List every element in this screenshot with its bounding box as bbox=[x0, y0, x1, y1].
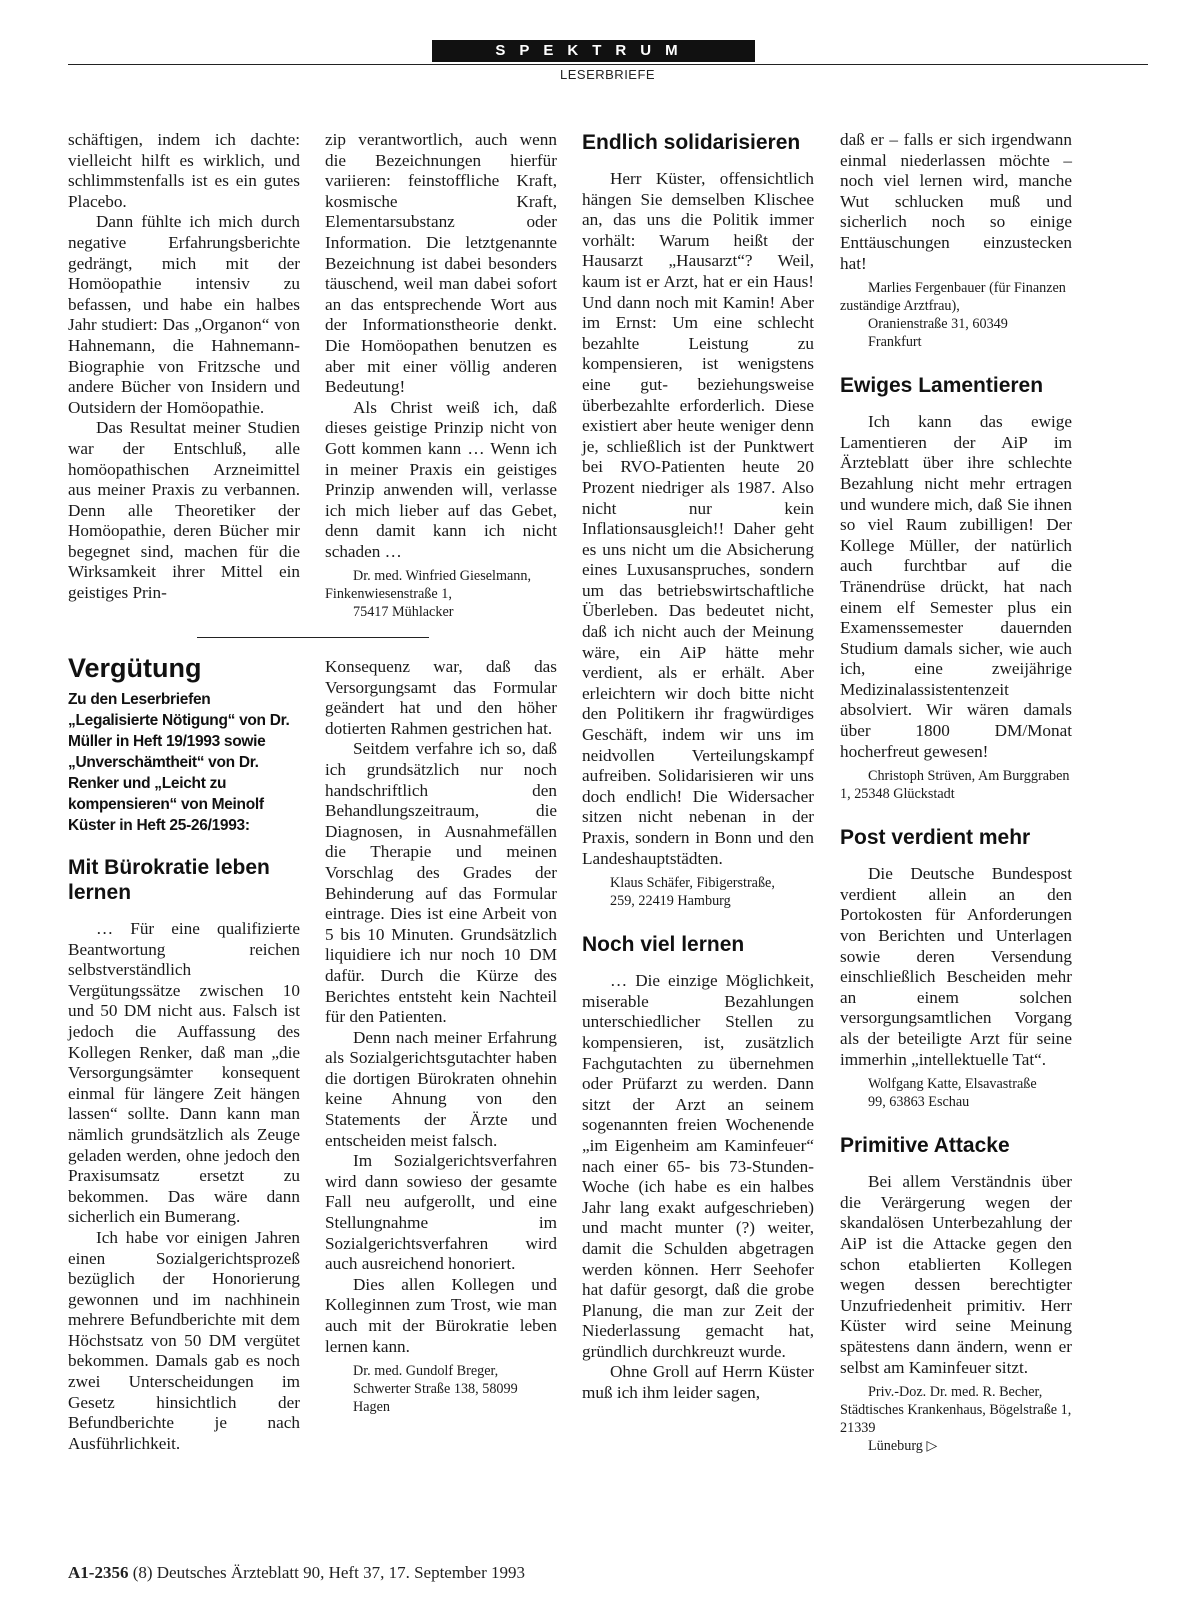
paragraph: Herr Küster, offensichtlich hängen Sie demselben Klischee an, das uns die Politik immer vorhält: Warum heißt der Hausarzt „Hausarzt“? Weil, kaum ist er Arzt, hat er ein Haus! Und dann noch mit Kamin! Aber im Ernst: Um eine schlecht bezahlte Leistung zu kompensieren, ist wenigstens eine gut- beziehungsweise überbezahlte erforderlich. Diese existiert aber heute weniger denn je, schließlich ist der Punktwert bei RVO-Patienten heute 20 Prozent niedriger als 1987. Also nicht nur kein Inflationsausgleich!! Daher geht es uns nicht um die Absicherung eines Luxusanspruches, sondern um das betriebswirtschaftliche Überleben. Das bedeutet nicht, daß ich nicht auch der Meinung wäre, ein AiP hätte mehr verdient, als er erhält. Aber erleichtern wir doch bitte nicht den Politikern ihr fragwürdiges Geschäft, indem wir uns im neidvollen Verteilungskampf aufreiben. Solidarisieren wir uns doch endlich! Die Widersacher sitzen nicht nebenan in der Praxis, sondern in Bonn und den Landeshauptstädten. bbox=[582, 169, 814, 868]
article-divider bbox=[197, 637, 429, 638]
paragraph: Seitdem verfahre ich so, daß ich grundsätzlich nur noch handschriftlich den Behandlungszeitraum, die Diagnosen, in Ausnahmefällen die Therapie und meinen Vorschlag des Grades der Behinderung auf das Formular eintrage. Dies ist eine Arbeit von 5 bis 10 Minuten. Grundsätzlich liquidiere ich nur noch 10 DM dafür. Durch die Kürze des Berichtes entsteht kein Nachteil für den Patienten. bbox=[325, 739, 557, 1027]
signature: Priv.-Doz. Dr. med. R. Becher, Städtisches Krankenhaus, Bögelstraße 1, 21339 Lüneburg ▷ bbox=[840, 1384, 1072, 1455]
paragraph: Im Sozialgerichtsverfahren wird dann sowieso der gesamte Fall neu aufgerollt, und eine Stellungnahme im Sozialgerichtsverfahren wird auch ausreichend honoriert. bbox=[325, 1151, 557, 1274]
column-1-bottom bbox=[68, 855, 300, 1454]
paragraph: zip verantwortlich, auch wenn die Bezeichnungen hierfür variieren: feinstoffliche Kraft, kosmische Kraft, Elementarsubstanz oder Information. Die letztgenannte Bezeichnung ist dabei besonders täuschend, weil man dabei sofort an das entsprechende Wort aus der Informationstheorie denkt. Die Homöopathen benutzen es aber mit einer völlig anderen Bedeutung! bbox=[325, 130, 557, 397]
section-banner: SPEKTRUM bbox=[432, 40, 755, 62]
signature: Klaus Schäfer, Fibigerstraße, 259, 22419 Hamburg bbox=[610, 875, 775, 910]
paragraph: daß er – falls er sich irgendwann einmal niederlassen möchte – noch viel lernen wird, manche Wut schlucken muß und sicherlich noch so einige Enttäuschungen einzustecken hat! bbox=[840, 130, 1072, 273]
paragraph: … Die einzige Möglichkeit, miserable Bezahlungen unterschiedlicher Stellen zu kompensieren, ist, zusätzlich Fachgutachten zu übernehmen oder Prüfarzt zu werden. Dann sitzt der Arzt an seinem sogenannten freien Wochenende „im Eigenheim am Kaminfeuer“ nach einer 65- bis 73-Stunden-Woche (ich habe es ein halbes Jahr lang exakt aufgeschrieben) und macht munter (?) weiter, damit die Schulden abgetragen werden können. Herr Seehofer hat dafür gesorgt, daß die grobe Planung, die man zur Zeit der Niederlassung gemacht hat, gründlich durchkreuzt wurde. bbox=[582, 971, 814, 1361]
signature: Christoph Strüven, Am Burggraben 1, 25348 Glückstadt bbox=[840, 768, 1070, 803]
paragraph: Ohne Groll auf Herrn Küster muß ich ihm leider sagen, bbox=[582, 1362, 814, 1403]
paragraph: Die Deutsche Bundespost verdient allein an den Portokosten für Anforderungen von Berichten und Unterlagen sowie deren Versendung einschließlich Bescheiden mehr an einem solchen versorgungsamtlichen Vorgang als der beteiligte Arzt für seine immerhin „intellektuelle Tat“. bbox=[840, 864, 1072, 1069]
paragraph: Ich kann das ewige Lamentieren der AiP im Ärzteblatt über ihre schlechte Bezahlung nicht mehr ertragen und wundere mich, daß Sie ihnen so viel Raum zubilligen! Der Kollege Müller, der natürlich auch furchtbar auf die Tränendrüse drückt, hat nach einem elf Semester plus ein Examenssemester dauernden Studium damals sicher, wie auch ich, eine zweijährige Medizinalassistentenzeit absolviert. Wir wären damals über 1800 DM/Monat hocherfreut gewesen! bbox=[840, 412, 1072, 761]
paragraph: Dies allen Kollegen und Kolleginnen zum Trost, wie man auch mit der Bürokratie leben lernen kann. bbox=[325, 1274, 557, 1356]
article-title: Post verdient mehr bbox=[840, 826, 1031, 850]
signature: Dr. med. Gundolf Breger, Schwerter Straße 138, 58099 Hagen bbox=[353, 1363, 518, 1416]
article-title: Vergütung bbox=[68, 653, 202, 683]
publication-reference: (8) Deutsches Ärzteblatt 90, Heft 37, 17. September 1993 bbox=[132, 1563, 526, 1582]
paragraph: Das Resultat meiner Studien war der Entschluß, alle homöopathischen Arzneimittel aus meiner Praxis zu verbannen. Denn alle Theoretiker der Homöopathie, deren Bücher mir begegnet sind, machen für die Wirksamkeit ihrer Mittel ein geistiges Prin- bbox=[68, 418, 300, 603]
column-4 bbox=[840, 130, 1072, 1455]
article-title: Primitive Attacke bbox=[840, 1134, 1010, 1158]
signature: Marlies Fergenbauer (für Finanzen zuständige Arztfrau), Oranienstraße 31, 60349 Frankfurt bbox=[840, 280, 1066, 351]
paragraph: Dann fühlte ich mich durch negative Erfahrungsberichte gedrängt, mich mit der Homöopathie intensiv zu befassen, und habe ein halbes Jahr studiert: Das „Organon“ von Hahnemann, die Hahnemann-Biographie von Fritzsche und andere Bücher von Insidern und Outsidern der Homöopathie. bbox=[68, 212, 300, 417]
paragraph: Ich habe vor einigen Jahren einen Sozialgerichtsprozeß bezüglich der Honorierung gewonnen und im nachhinein mehrere Befundberichte mit dem Höchstsatz von 50 DM vergütet bekommen. Damals gab es noch zwei Unterscheidungen im Gesetz hinsichtlich der Befundberichte je nach Ausführlichkeit. bbox=[68, 1227, 300, 1453]
verguetung-header bbox=[68, 653, 303, 836]
paragraph: … Für eine qualifizierte Beantwortung reichen selbstverständlich Vergütungssätze zwischen 10 und 50 DM nicht aus. Falsch ist jedoch die Auffassung des Kollegen Renker, daß man „die Versorgungsämter konsequent einmal für längere Zeit hängen lassen“ sollte. Dann kann man nämlich grundsätzlich als Zeuge geladen werden, ohne jedoch den Praxisumsatz ersetzt zu bekommen. Das wäre dann sicherlich ein Bumerang. bbox=[68, 919, 300, 1227]
article-title: Ewiges Lamentieren bbox=[840, 374, 1044, 398]
signature: Dr. med. Winfried Gieselmann, Finkenwiesenstraße 1, 75417 Mühlacker bbox=[325, 568, 532, 621]
section-label: LESERBRIEFE bbox=[560, 67, 656, 82]
article-intro: Zu den Leserbriefen „Legalisierte Nötigung“ von Dr. Müller in Heft 19/1993 sowie „Unverschämtheit“ von Dr. Renker und „Leicht zu kompensieren“ von Meinolf Küster in Heft 25-26/1993: bbox=[68, 691, 290, 834]
page-footer bbox=[68, 1563, 525, 1583]
column-2-top bbox=[325, 130, 557, 621]
column-3 bbox=[582, 130, 814, 1404]
article-title: Noch viel lernen bbox=[582, 933, 745, 957]
column-1-top bbox=[68, 130, 300, 604]
paragraph: Bei allem Verständnis über die Verärgerung wegen der skandalösen Unterbezahlung der AiP ist die Attacke gegen den schon etablierten Kollegen wegen dessen berechtigter Unzufriedenheit primitiv. Herr Küster wird seine Meinung spätestens dann ändern, wenn er selbst am Kaminfeuer sitzt. bbox=[840, 1172, 1072, 1377]
column-2-bottom bbox=[325, 657, 557, 1416]
paragraph: Konsequenz war, daß das Versorgungsamt das Formular geändert hat und den höher dotierten Rahmen gestrichen hat. bbox=[325, 657, 557, 738]
page-number: A1-2356 bbox=[68, 1563, 129, 1582]
header-rule bbox=[68, 64, 1148, 65]
article-subtitle: Mit Bürokratie leben lernen bbox=[68, 856, 270, 904]
signature: Wolfgang Katte, Elsavastraße 99, 63863 Eschau bbox=[868, 1076, 1037, 1111]
article-title: Endlich solidarisieren bbox=[582, 131, 801, 154]
paragraph: Denn nach meiner Erfahrung als Sozialgerichtsgutachter haben die dortigen Bürokraten ohnehin keine Ahnung von den Statements der Ärzte und entscheiden meist falsch. bbox=[325, 1027, 557, 1150]
paragraph: schäftigen, indem ich dachte: vielleicht hilft es wirklich, und schlimmstenfalls ist es ein gutes Placebo. bbox=[68, 130, 300, 211]
paragraph: Als Christ weiß ich, daß dieses geistige Prinzip nicht von Gott kommen kann … Wenn ich in meiner Praxis ein geistiges Prinzip anwenden will, verlasse ich mich lieber auf das Gebet, denn damit kann ich nicht schaden … bbox=[325, 397, 557, 561]
